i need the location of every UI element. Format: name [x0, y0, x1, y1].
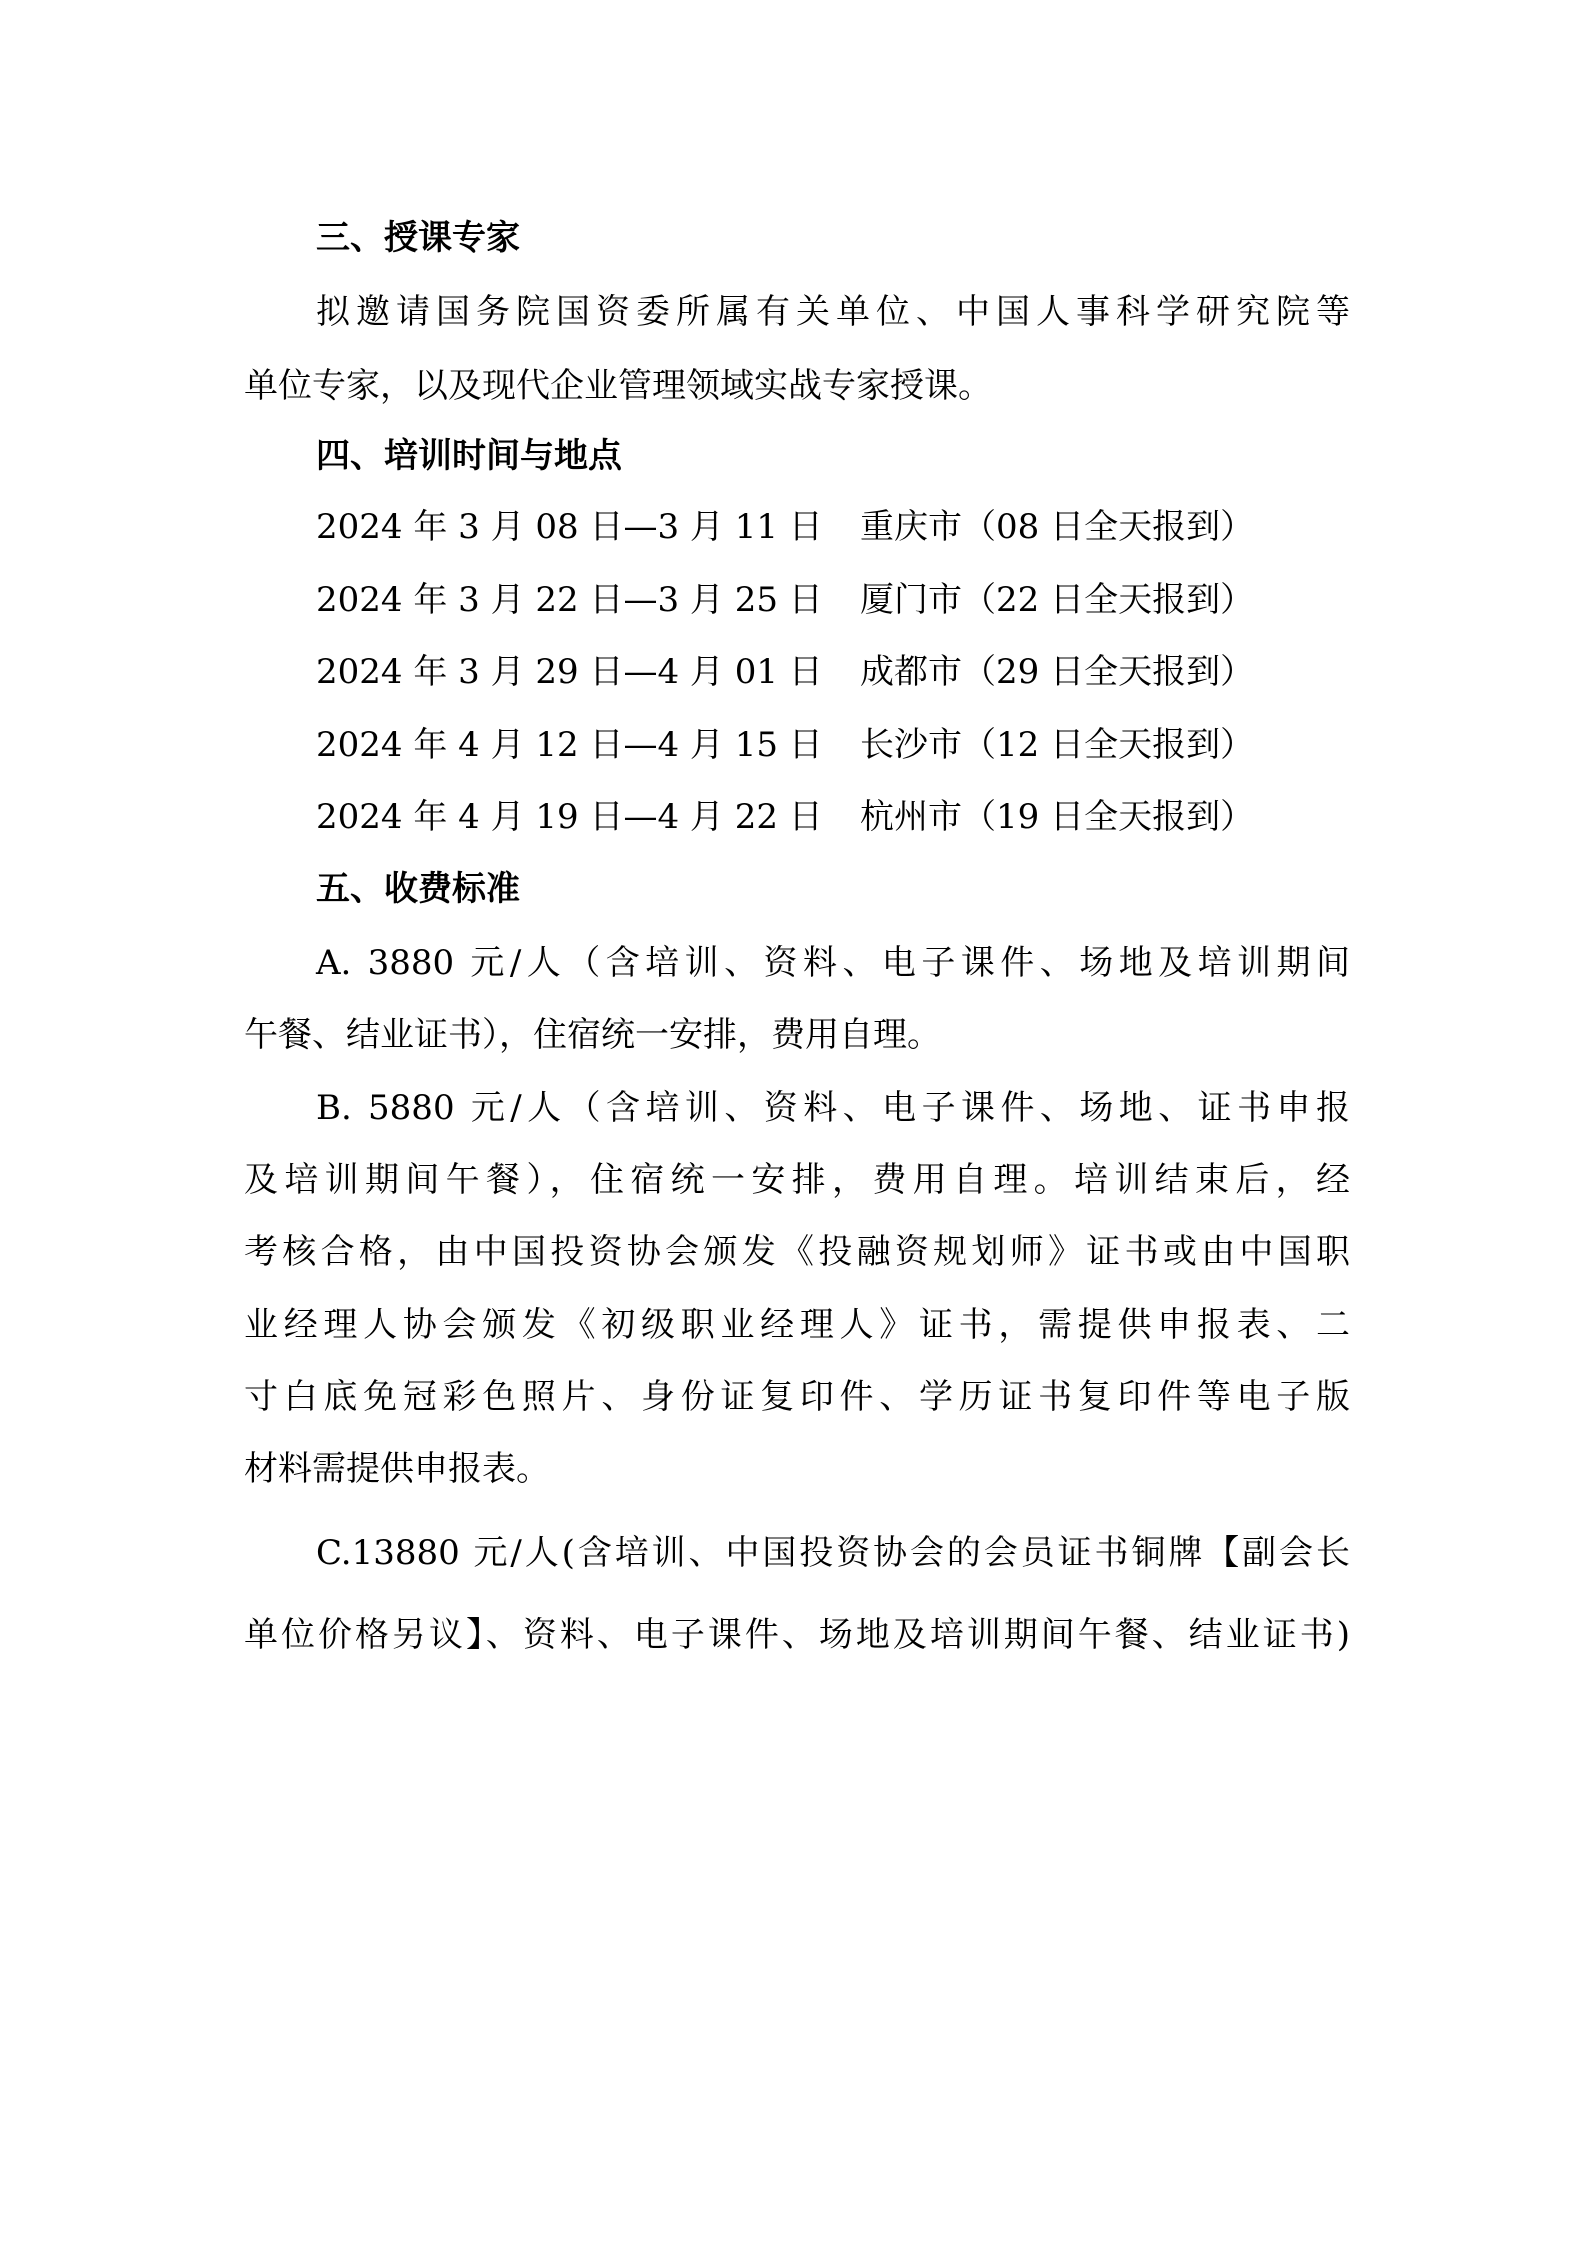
fee-option-b-line-2: 及培训期间午餐），住宿统一安排，费用自理。培训结束后，经: [244, 1160, 1350, 1200]
fee-option-b-line-3: 考核合格，由中国投资协会颁发《投融资规划师》证书或由中国职: [244, 1232, 1350, 1272]
section-three-line-2: 单位专家，以及现代企业管理领域实战专家授课。: [244, 366, 992, 406]
schedule-location: 长沙市（12 日全天报到）: [860, 725, 1255, 765]
schedule-dates: 2024 年 4 月 19 日—4 月 22 日: [316, 797, 823, 837]
section-five-heading: 五、收费标准: [316, 869, 520, 909]
section-four-heading: 四、培训时间与地点: [316, 436, 622, 476]
fee-option-b-line-6: 材料需提供申报表。: [244, 1449, 550, 1489]
schedule-location: 杭州市（19 日全天报到）: [860, 797, 1255, 837]
fee-option-a-line-2: 午餐、结业证书），住宿统一安排，费用自理。: [244, 1015, 941, 1055]
schedule-dates: 2024 年 3 月 22 日—3 月 25 日: [316, 580, 823, 620]
schedule-dates: 2024 年 4 月 12 日—4 月 15 日: [316, 725, 823, 765]
fee-option-a-line-1: A. 3880 元/人（含培训、资料、电子课件、场地及培训期间: [316, 943, 1350, 983]
schedule-dates: 2024 年 3 月 08 日—3 月 11 日: [316, 507, 823, 547]
fee-option-c-line-1: C.13880 元/人(含培训、中国投资协会的会员证书铜牌【副会长: [316, 1533, 1350, 1573]
schedule-location: 厦门市（22 日全天报到）: [860, 580, 1255, 620]
section-three-heading: 三、授课专家: [316, 218, 520, 258]
fee-option-c-line-2: 单位价格另议】、资料、电子课件、场地及培训期间午餐、结业证书): [244, 1615, 1350, 1655]
fee-option-b-line-5: 寸白底免冠彩色照片、身份证复印件、学历证书复印件等电子版: [244, 1377, 1350, 1417]
schedule-location: 重庆市（08 日全天报到）: [860, 507, 1255, 547]
section-three-line-1: 拟邀请国务院国资委所属有关单位、中国人事科学研究院等: [316, 292, 1350, 332]
fee-option-b-line-4: 业经理人协会颁发《初级职业经理人》证书，需提供申报表、二: [244, 1305, 1350, 1345]
schedule-location: 成都市（29 日全天报到）: [860, 652, 1255, 692]
fee-option-b-line-1: B. 5880 元/人（含培训、资料、电子课件、场地、证书申报: [316, 1088, 1350, 1128]
schedule-dates: 2024 年 3 月 29 日—4 月 01 日: [316, 652, 823, 692]
